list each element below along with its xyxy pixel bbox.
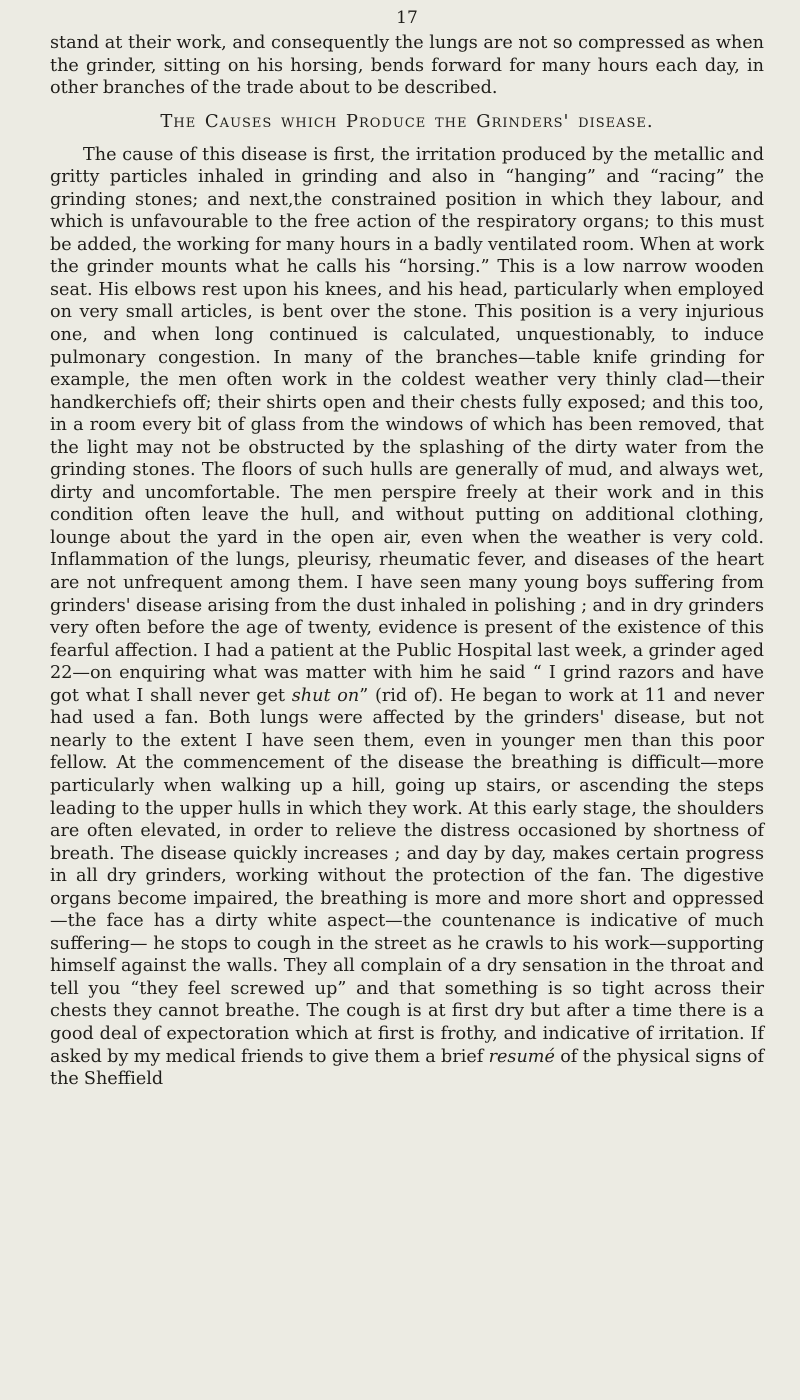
page-number: 17 <box>396 8 418 28</box>
body-paragraph <box>50 144 764 1091</box>
body-text-part2: ” (rid of). He began to work at 11 and never had used a fan. Both lungs were affected by the grinders' disease, but not nearly to the extent I have seen them, even in younger men than this poor fellow. At the commencement of the disease the breathing is difficult—more particularly when walking up a hill, going up stairs, or ascending the steps leading to the upper hulls in which they work. At this early stage, the shoulders are often elevated, in order to relieve the distress occasioned by shortness of breath. The disease quickly increases ; and day by day, makes certain progress in all dry grinders, working without the protection of the fan. The digestive organs become impaired, the breathing is more and more short and oppressed—the face has a dirty white aspect—the countenance is indicative of much suffering— he stops to cough in the street as he crawls to his work—supporting himself against the walls. They all complain of a dry sensation in the throat and tell you “they feel screwed up” and that something is so tight across their chests they cannot breathe. The cough is at first dry but after a time there is a good deal of expectoration which at first is frothy, and indicative of irritation. If asked by my medical friends to give them a brief <box>50 685 765 1067</box>
body-italic-resume: resumé <box>488 1046 555 1067</box>
continuation-paragraph: stand at their work, and consequently the lungs are not so compressed as when the grinder, sitting on his horsing, bends forward for many hours each day, in other branches of the trade about to be described. <box>50 33 764 99</box>
body-text-part3: of the physical signs of the Sheffield <box>50 1046 764 1090</box>
body-text-part1: The cause of this disease is first, the irritation produced by the metallic and gritty particles inhaled in grinding and also in “hanging” and “racing” the grinding stones; and next,the constrained position in which they labour, and which is unfavourable to the free action of the respiratory organs; to this must be added, the working for many hours in a badly ventilated room. When at work the grinder mounts what he calls his “horsing.” This is a low narrow wooden seat. His elbows rest upon his knees, and his head, particularly when employed on very small articles, is bent over the stone. This position is a very injurious one, and when long continued is calculated, unquestionably, to induce pulmonary congestion. In many of the branches—table knife grinding for example, the men often work in the coldest weather very thinly clad—their handkerchiefs off; their shirts open and their chests fully exposed; and this too, in a room every bit of glass from the windows of which has been removed, that the light may not be obstructed by the splashing of the dirty water from the grinding stones. The floors of such hulls are generally of mud, and always wet, dirty and uncomfortable. The men perspire freely at their work and in this condition often leave the hull, and without putting on additional clothing, lounge about the yard in the open air, even when the weather is very cold. Inflammation of the lungs, pleurisy, rheumatic fever, and diseases of the heart are not unfrequent among them. I have seen many young boys suffering from grinders' disease arising from the dust inhaled in polishing ; and in dry grinders very often before the age of twenty, evidence is present of the existence of this fearful affection. I had a patient at the Public Hospital last week, a grinder aged 22—on enquiring what was matter with him he said “ I grind razors and have got what I shall never get <box>50 144 764 706</box>
body-italic-phrase: shut on <box>291 685 360 706</box>
section-heading: The Causes which Produce the Grinders' disease. <box>160 110 654 132</box>
